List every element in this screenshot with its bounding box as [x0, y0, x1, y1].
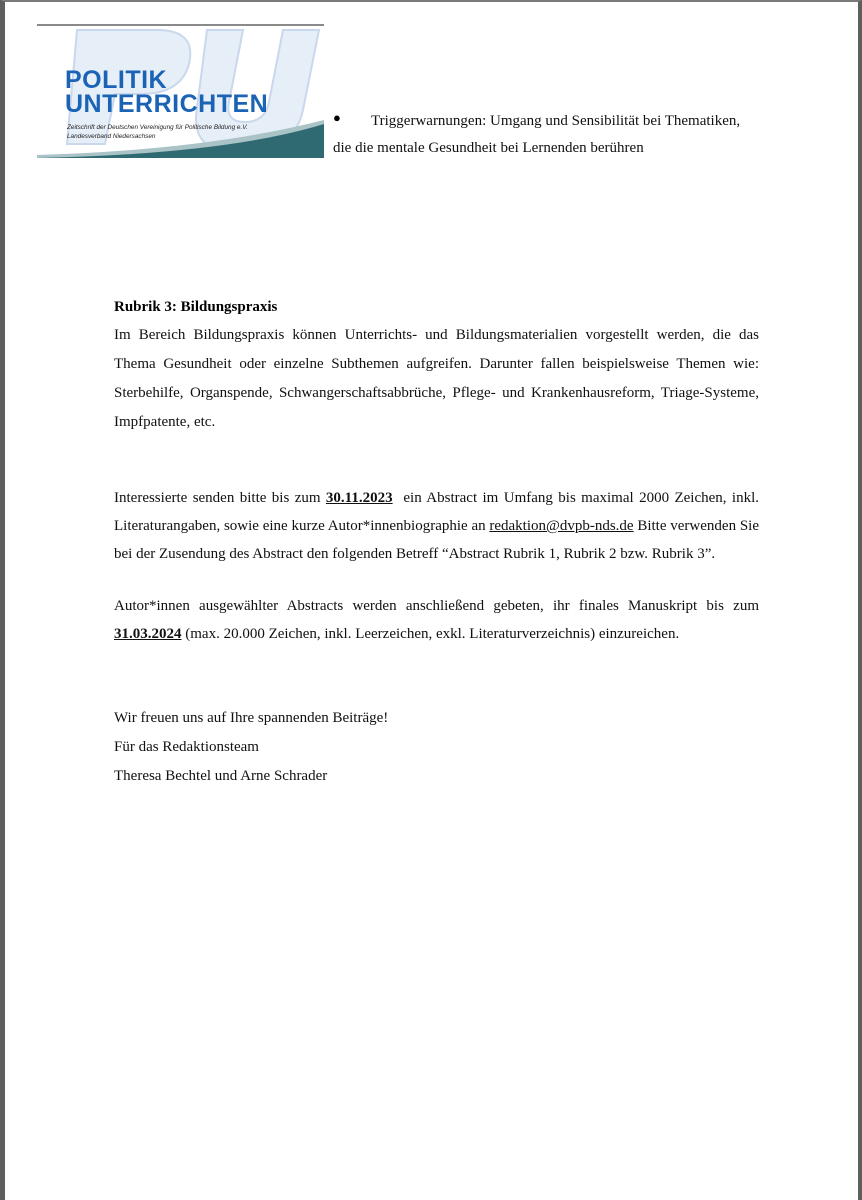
logo-subtitle-region: Landesverband Niedersachsen: [67, 133, 156, 140]
email-link[interactable]: redaktion@dvpb-nds.de: [489, 518, 634, 534]
manuscript-paragraph: [114, 592, 759, 648]
manuscript-text-2: (max. 20.000 Zeichen, inkl. Leerzeichen, exkl. Literaturverzeichnis) einzureichen.: [181, 626, 680, 642]
bullet-item-triggerwarnungen: [333, 108, 773, 162]
submission-text-2: ein Abstract im Umfang bis maximal 2000 Zeichen, inkl. Literaturangaben, sowie eine kurze Autor*innenbiographie an: [114, 490, 763, 534]
logo-subtitle: Zeitschrift der Deutschen Vereinigung für Politische Bildung e.V.: [67, 124, 248, 131]
politik-unterrichten-logo: [37, 24, 324, 158]
closing-line: Wir freuen uns auf Ihre spannenden Beiträge!: [114, 710, 389, 726]
logo-title-unterrichten: UNTERRICHTEN: [65, 90, 269, 118]
submission-text-3: Bitte verwenden Sie bei der Zusendung des Abstract den folgenden Betreff “Abstract Rubrik 1, Rubrik 2 bzw. Rubrik 3”.: [114, 518, 760, 562]
rubrik3-heading: Rubrik 3: Bildungspraxis: [114, 299, 278, 315]
logo-top-rule: [37, 24, 324, 26]
bullet-text-line1: Triggerwarnungen: Umgang und Sensibilität bei Thematiken,: [371, 113, 741, 129]
bullet-text-line2: die die mentale Gesundheit bei Lernenden berühren: [333, 140, 644, 156]
manuscript-text-1: Autor*innen ausgewählter Abstracts werden anschließend gebeten, ihr finales Manuskript bis zum: [114, 598, 759, 614]
rubrik3-paragraph: Im Bereich Bildungspraxis können Unterrichts- und Bildungsmaterialien vorgestellt werden, die das Thema Gesundheit oder einzelne Subthemen aufgreifen. Darunter fallen beispielsweise Themen wie: Sterbehilfe, Organspende, Schwangerschaftsabbrüche, Pflege- und Krankenhausreform, Triage-Systeme, Impfpatente, etc.: [114, 327, 759, 430]
signature-names: Theresa Bechtel und Arne Schrader: [114, 768, 328, 784]
submission-paragraph: [114, 484, 763, 568]
closing-block: [114, 704, 759, 791]
abstract-deadline: 30.11.2023: [325, 490, 393, 506]
manuscript-deadline: 31.03.2024: [114, 626, 182, 642]
signature-team: Für das Redaktionsteam: [114, 739, 259, 755]
bullet-icon: ●: [333, 110, 341, 125]
submission-text-1: Interessierte senden bitte bis zum: [114, 490, 326, 506]
logo-title-politik: POLITIK: [65, 66, 168, 94]
